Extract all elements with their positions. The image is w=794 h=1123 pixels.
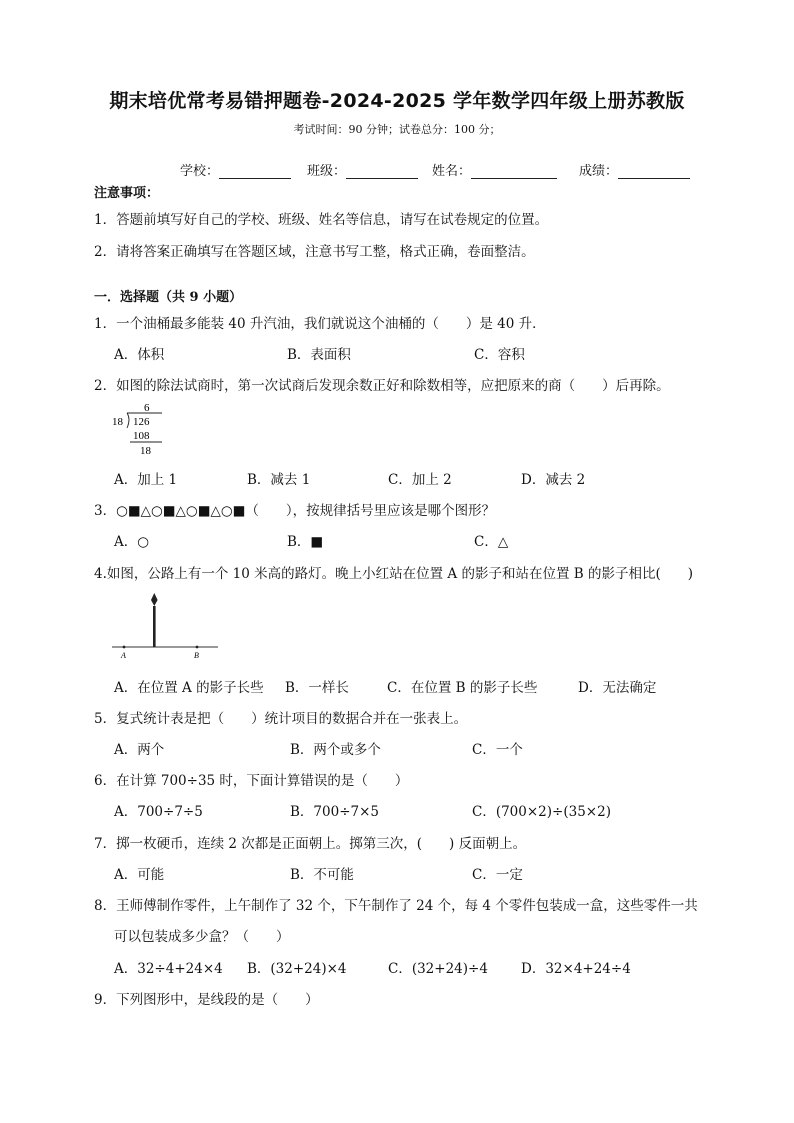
q1-option-b[interactable]: B．表面积 — [287, 347, 351, 363]
q8-option-b[interactable]: B．(32+24)×4 — [247, 961, 347, 977]
q2-option-c[interactable]: C．加上 2 — [388, 472, 452, 488]
question-6: 6．在计算 700÷35 时，下面计算错误的是（ ） — [94, 773, 409, 789]
streetlight-figure — [110, 590, 222, 662]
name-label: 姓名： — [432, 164, 472, 179]
long-division-figure — [110, 400, 170, 458]
q8-option-a[interactable]: A．32÷4+24×4 — [114, 961, 223, 977]
class-label: 班级： — [307, 164, 347, 179]
q5-option-c[interactable]: C．一个 — [472, 742, 523, 758]
division-quotient: 6 — [144, 402, 150, 414]
notice-heading: 注意事项： — [94, 186, 160, 201]
q3-option-a[interactable]: A．○ — [114, 534, 150, 550]
q3-option-c[interactable]: C．△ — [474, 534, 509, 550]
q7-option-c[interactable]: C．一定 — [472, 867, 523, 883]
q4-option-b[interactable]: B．一样长 — [285, 680, 349, 696]
class-field — [307, 160, 418, 179]
class-blank[interactable] — [346, 164, 418, 179]
question-3: 3．○■△○■△○■△○■（ ），按规律括号里应该是哪个图形？ — [94, 503, 496, 519]
page-title: 期末培优常考易错押题卷-2024-2025 学年数学四年级上册苏教版 — [109, 90, 685, 112]
score-field — [579, 160, 690, 179]
question-9: 9．下列图形中，是线段的是（ ） — [94, 992, 319, 1008]
score-blank[interactable] — [618, 164, 690, 179]
q2-option-b[interactable]: B．减去 1 — [247, 472, 311, 488]
division-divisor: 18 — [112, 416, 123, 428]
division-dividend: 126 — [133, 416, 150, 428]
position-a-label: A — [121, 651, 126, 660]
division-product: 108 — [133, 430, 150, 442]
q1-option-a[interactable]: A．体积 — [114, 347, 165, 363]
q8-option-d[interactable]: D．32×4+24÷4 — [521, 961, 631, 977]
q6-option-b[interactable]: B．700÷7×5 — [290, 804, 379, 820]
question-8-continued: 可以包装成多少盒？（ ） — [114, 929, 290, 945]
school-field — [180, 160, 291, 179]
q6-option-a[interactable]: A．700÷7÷5 — [114, 804, 203, 820]
question-2: 2．如图的除法试商时，第一次试商后发现余数正好和除数相等，应把原来的商（ ）后再除。 — [94, 378, 670, 394]
question-1: 1．一个油桶最多能装 40 升汽油，我们就说这个油桶的（ ）是 40 升． — [94, 316, 546, 332]
notice-item: 1．答题前填写好自己的学校、班级、姓名等信息，请写在试卷规定的位置。 — [94, 212, 549, 228]
q7-option-b[interactable]: B．不可能 — [290, 867, 354, 883]
section-title: 一．选择题（共 9 小题） — [94, 290, 243, 305]
division-remainder: 18 — [140, 445, 151, 457]
q2-option-d[interactable]: D．减去 2 — [521, 472, 586, 488]
q1-option-c[interactable]: C．容积 — [474, 347, 525, 363]
notice-item: 2．请将答案正确填写在答题区域，注意书写工整，格式正确，卷面整洁。 — [94, 244, 535, 260]
name-field — [432, 160, 557, 179]
exam-info: 考试时间：90 分钟；试卷总分：100 分； — [293, 123, 501, 136]
question-4: 4.如图，公路上有一个 10 米高的路灯。晚上小红站在位置 A 的影子和站在位置 B 的影子相比( ) — [94, 566, 694, 582]
score-label: 成绩： — [579, 164, 619, 179]
q5-option-a[interactable]: A．两个 — [114, 742, 165, 758]
q8-option-c[interactable]: C．(32+24)÷4 — [388, 961, 488, 977]
school-label: 学校： — [180, 164, 220, 179]
q5-option-b[interactable]: B．两个或多个 — [290, 742, 381, 758]
q4-option-d[interactable]: D．无法确定 — [578, 680, 657, 696]
school-blank[interactable] — [219, 164, 291, 179]
question-7: 7．掷一枚硬币，连续 2 次都是正面朝上。掷第三次，( ) 反面朝上。 — [94, 836, 527, 852]
question-5: 5．复式统计表是把（ ）统计项目的数据合并在一张表上。 — [94, 711, 468, 727]
q4-option-a[interactable]: A．在位置 A 的影子长些 — [114, 680, 264, 696]
q3-option-b[interactable]: B．■ — [287, 534, 324, 550]
q7-option-a[interactable]: A．可能 — [114, 867, 165, 883]
question-8: 8．王师傅制作零件，上午制作了 32 个，下午制作了 24 个，每 4 个零件包装成一盒，这些零件一共 — [94, 898, 698, 914]
name-blank[interactable] — [471, 164, 557, 179]
position-b-label: B — [194, 651, 199, 660]
q2-option-a[interactable]: A．加上 1 — [114, 472, 178, 488]
q6-option-c[interactable]: C．(700×2)÷(35×2) — [472, 804, 611, 820]
q4-option-c[interactable]: C．在位置 B 的影子长些 — [387, 680, 538, 696]
